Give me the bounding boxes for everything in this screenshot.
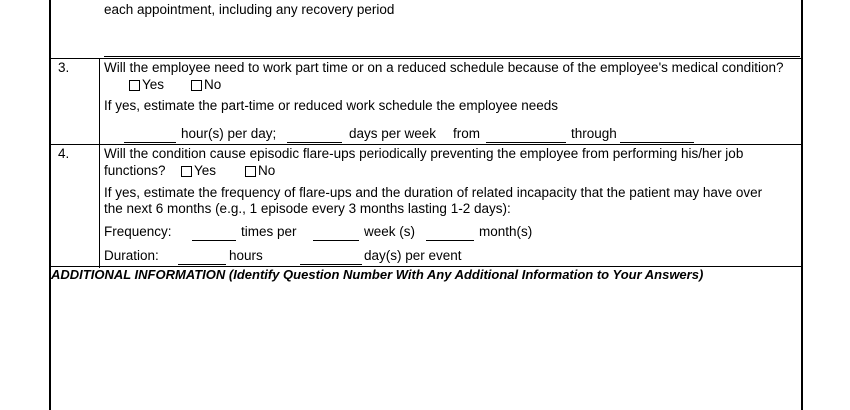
q3-no-label: No [204,77,222,92]
q4-times-field[interactable] [192,240,236,241]
q3-number: 3. [58,60,70,75]
q4-hours-field[interactable] [178,264,226,265]
additional-info-heading: ADDITIONAL INFORMATION (Identify Question Number With Any Additional Information to Your Answers) [51,267,704,282]
q4-times-per-label: times per [241,224,297,239]
q4-yes-checkbox[interactable] [181,166,192,177]
q4-hours-label: hours [229,248,263,263]
q3-through-field[interactable] [620,142,694,143]
q3-hours-field[interactable] [124,142,176,143]
section2-answer-line[interactable] [104,56,800,57]
row-divider-q3 [50,58,801,59]
q3-no-checkbox[interactable] [191,80,202,91]
q4-no-checkbox[interactable] [245,166,256,177]
additional-info-area[interactable] [51,286,800,410]
q4-duration-label: Duration: [104,248,159,263]
q3-yes-label: Yes [142,77,165,92]
number-column-divider [99,58,100,268]
q3-through-label: through [571,126,617,141]
form-right-border [801,0,803,410]
q4-month-field[interactable] [426,240,474,241]
q4-no-label: No [258,163,276,178]
q4-question-line2: functions? [104,163,166,178]
q4-days-field[interactable] [300,264,362,265]
row-divider-q4 [50,144,801,145]
q3-question: Will the employee need to work part time or on a reduced schedule because of the employee's medical condition? [104,60,784,75]
q4-followup-line1: If yes, estimate the frequency of flare-ups and the duration of related incapacity that the patient may have over [104,185,763,200]
q4-followup-line2: the next 6 months (e.g., 1 episode every 3 months lasting 1-2 days): [104,201,511,216]
q4-frequency-label: Frequency: [104,224,172,239]
q3-from-label: from [453,126,480,141]
q3-from-field[interactable] [486,142,566,143]
q3-days-field[interactable] [287,142,342,143]
q4-months-label: month(s) [479,224,533,239]
q3-yes-checkbox[interactable] [129,80,140,91]
q4-weeks-label: week (s) [364,224,416,239]
q3-followup: If yes, estimate the part-time or reduced work schedule the employee needs [104,98,558,113]
q4-question-line1: Will the condition cause episodic flare-ups periodically preventing the employee from performing his/her job [104,146,744,161]
q3-hours-label: hour(s) per day; [181,126,277,141]
q3-days-label: days per week [349,126,437,141]
q4-number: 4. [58,146,70,161]
section2-tail-text: each appointment, including any recovery period [104,2,395,17]
q4-yes-label: Yes [194,163,217,178]
q4-week-field[interactable] [313,240,359,241]
q4-days-per-event-label: day(s) per event [364,248,462,263]
